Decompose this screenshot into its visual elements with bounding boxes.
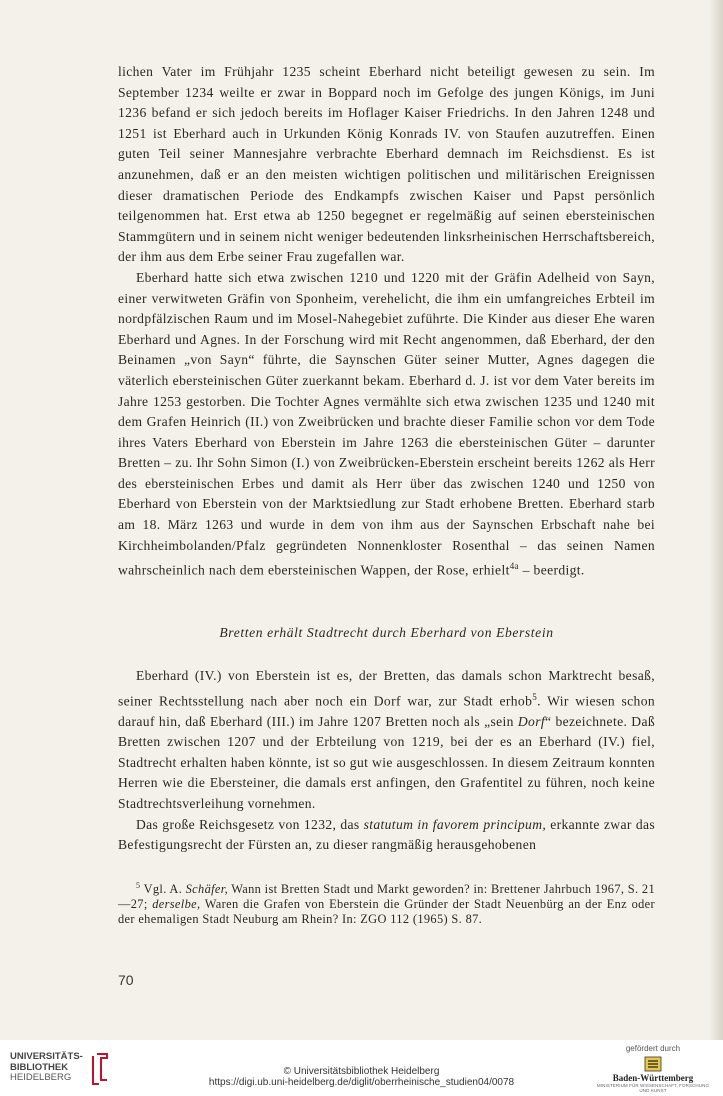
page-edge-shadow bbox=[709, 0, 723, 1040]
paragraph bbox=[118, 666, 655, 815]
funder-name: Baden-Württemberg bbox=[612, 1073, 694, 1083]
library-name-line: HEIDELBERG bbox=[10, 1072, 72, 1083]
paragraph-text: Eberhard hatte sich etwa zwischen 1210 und 1220 mit der Gräfin Adelheid von Sayn, einer verwitweten Gräfin von Sponheim, verehelicht, die ihm ein umfangreiches Erbteil im nordpfälzischen Raum und im Mosel-Nahegebiet zuführte. Die Kinder aus dieser Ehe waren Eberhard und Agnes. In der Forschung wird mit Recht angenommen, daß Eberhard, der den Beinamen „von Sayn“ führte, die Saynschen Güter seiner Mutter, Agnes dagegen die väterlich ebersteinischen Güter zuerkannt bekam. Eberhard d. J. ist vor dem Vater bereits im Jahre 1253 gestorben. Die Tochter Agnes vermählte sich etwa zwischen 1235 und 1240 mit dem Grafen Heinrich (II.) von Zweibrücken und brachte dieser Familie schon vor dem Tode ihres Vaters Eberhard von Eberstein im Jahre 1263 die ebersteinischen Güter – darunter Bretten – zu. Ihr Sohn Simon (I.) von Zweibrücken-Eberstein erscheint bereits 1262 als Herr des ebersteinischen Erbes und damit als Herr über das zwischen 1240 und 1250 von Eberhard von Eberstein von der Marktsiedlung zur Stadt erhobene Bretten. Eberhard starb am 18. März 1263 und wurde in dem von ihm aus der Saynschen Erbschaft nahe bei Kirchheimbolanden/Pfalz gegründeten Nonnenkloster Rosenthal – das seinen Namen wahrscheinlich nach dem ebersteinischen Wappen, der Rose, erhielt bbox=[118, 269, 655, 578]
paragraph-text: erkannte zwar das Befestigungsrecht der Fürsten an, zu dieser rangmäßig herausgehobenen bbox=[118, 816, 655, 853]
footnote-ref: 4a bbox=[509, 561, 519, 572]
paragraph-text: Das große Reichsgesetz von 1232, das bbox=[136, 816, 364, 832]
footnote-text: Wann ist Bretten Stadt und Markt geworden? in: Brettener Jahrbuch 1967, S. 21—27; bbox=[118, 881, 655, 912]
section-heading: Bretten erhält Stadtrecht durch Eberhard von Eberstein bbox=[219, 625, 554, 641]
emphasis: derselbe, bbox=[152, 897, 201, 912]
funder-logo[interactable] bbox=[593, 1044, 713, 1093]
footnote-text: Waren die Grafen von Eberstein die Gründer der Stadt Neuenbürg an der Enz oder der ehemaligen Stadt Neuburg am Rhein? In: ZGO 112 (1965) S. 87. bbox=[118, 897, 656, 927]
paragraph: lichen Vater im Frühjahr 1235 scheint Eberhard nicht beteiligt gewesen zu sein. Im September 1234 weilte er zwar in Boppard noch im Gefolge des jungen Königs, im Juni 1236 befand er sich jedoch bereits im Hoflager Kaiser Friedrichs. In den Jahren 1248 und 1251 ist Eberhard auch in Urkunden König Konrads IV. von Staufen auzutreffen. Einen guten Teil seiner Mannesjahre verbrachte Eberhard demnach im Reichsdienst. Es ist anzunehmen, daß er an den meisten wichtigen politischen und militärischen Ereignissen dieser dramatischen Periode des Endkampfs zwischen Kaiser und Papst persönlich teilgenommen hat. Erst etwa ab 1250 begegnet er regelmäßig auf seinen ebersteinischen Stammgütern und in seinem nicht weniger bedeutenden linksrheinischen Herrschaftsbereich, der ihm aus dem Erbe seiner Frau zugefallen war. bbox=[118, 64, 655, 265]
funded-label: gefördert durch bbox=[625, 1044, 681, 1053]
paragraph-text: – beerdigt. bbox=[518, 562, 585, 578]
page-number: 70 bbox=[118, 972, 134, 988]
footnote-text: Vgl. A. bbox=[140, 881, 186, 896]
paragraph bbox=[118, 268, 655, 581]
copyright-text: © Universitätsbibliothek Heidelberg bbox=[283, 1066, 440, 1077]
library-name-line: BIBLIOTHEK bbox=[10, 1061, 69, 1073]
paragraph-text: Eberhard (IV.) von Eberstein ist es, der Bretten, das damals schon Marktrecht besaß, seiner Rechtsstellung nach aber noch ein Dorf war, zur Stadt erhob bbox=[118, 667, 655, 709]
footnote bbox=[118, 878, 655, 928]
page-body bbox=[118, 62, 655, 928]
viewer-footer bbox=[0, 1040, 723, 1096]
footnote-number: 5 bbox=[136, 880, 141, 890]
funder-subtitle: MINISTERIUM FÜR WISSENSCHAFT, FORSCHUNG UND KUNST bbox=[596, 1083, 710, 1093]
emphasis: Dorf bbox=[517, 713, 545, 729]
emphasis: statutum in favorem principum, bbox=[363, 816, 547, 832]
footnote-ref: 5 bbox=[532, 691, 538, 702]
library-name-line: UNIVERSITÄTS- bbox=[10, 1051, 83, 1062]
paragraph-text: “ bezeichnete. Daß Bretten zwischen 1207 und der Erbteilung von 1219, bei der es an Eberhard (IV.) fiel, Stadtrecht erhalten haben könnte, ist so gut wie ausgeschlossen. In diesem Zeitraum konnten Herren wie die Ebersteiner, die damals erst anfingen, den Grafentitel zu führen, noch keine Stadtrechtsverleihung vornehmen. bbox=[118, 713, 656, 812]
paragraph-text: . Wir wiesen schon darauf hin, daß Eberhard (III.) im Jahre 1207 Bretten noch als „sein bbox=[118, 693, 655, 729]
source-url-link[interactable]: https://digi.ub.uni-heidelberg.de/diglit/oberrheinische_studien04/0078 bbox=[208, 1077, 515, 1088]
paragraph bbox=[118, 815, 655, 856]
emphasis: Schäfer, bbox=[185, 881, 229, 896]
coat-of-arms-icon bbox=[640, 1055, 666, 1073]
